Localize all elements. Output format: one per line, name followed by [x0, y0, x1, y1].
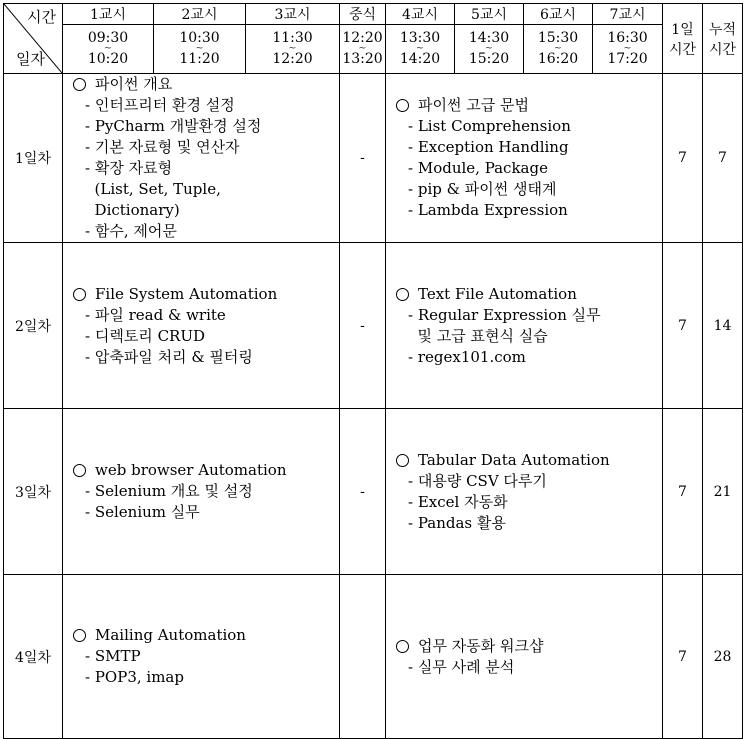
topic-label: File System Automation [95, 284, 278, 303]
list-item: - 실무 사례 분석 [408, 657, 515, 676]
cumulative-hours-value: 28 [703, 575, 743, 739]
topic-label: web browser Automation [95, 461, 287, 479]
list-item: - pip & 파이썬 생태계 [408, 180, 557, 198]
schedule-table [3, 3, 743, 739]
list-item: - Selenium 실무 [85, 503, 200, 521]
list-item: - 인터프리터 환경 설정 [85, 96, 235, 114]
lunch-cell: - [340, 74, 386, 243]
session-topic [69, 74, 339, 95]
tilde: ~ [623, 43, 632, 54]
period-end: 12:20 [272, 51, 313, 67]
period-start: 16:30 [607, 30, 648, 46]
list-item: - Regular Expression 실무 [408, 305, 601, 324]
period-start: 15:30 [537, 30, 579, 46]
list-item: - Lambda Expression [408, 201, 568, 219]
list-item: - 확장 자료형 [85, 159, 173, 177]
period-time [246, 25, 340, 74]
period-name: 6교시 [524, 4, 593, 25]
tilde: ~ [484, 43, 494, 54]
tilde: ~ [288, 43, 297, 54]
period-name: 4교시 [386, 4, 455, 25]
tilde: ~ [195, 43, 204, 54]
afternoon-session [386, 74, 663, 243]
daily-hours-label: 1일 시간 [668, 21, 697, 58]
circle-bullet-icon [73, 288, 86, 301]
session-topic [392, 636, 662, 657]
table-row [4, 575, 743, 739]
period-end: 17:20 [607, 51, 648, 67]
lunch-cell: - [340, 243, 386, 409]
afternoon-session [386, 409, 663, 575]
list-item: - 기본 자료형 및 연산자 [85, 138, 240, 156]
day-label: 2일차 [4, 243, 63, 409]
list-item: - POP3, imap [85, 668, 184, 686]
topic-label: 파이썬 개요 [95, 75, 173, 93]
list-item: - Selenium 개요 및 설정 [85, 482, 253, 500]
list-item: - Module, Package [408, 159, 548, 177]
period-name: 1교시 [63, 4, 154, 25]
cumulative-hours-value: 7 [703, 74, 743, 243]
topic-label: Text File Automation [418, 284, 577, 303]
period-time [154, 25, 246, 74]
tilde: ~ [103, 43, 113, 54]
list-item: - Pandas 활용 [408, 513, 506, 532]
list-item: 및 고급 표현식 실습 [408, 326, 548, 345]
period-end: 15:20 [468, 51, 510, 67]
topic-label: 업무 자동화 워크샵 [418, 636, 544, 655]
list-item: - Excel 자동화 [408, 492, 508, 511]
topic-label: Mailing Automation [95, 626, 246, 644]
cumulative-hours-header [703, 4, 743, 74]
period-end: 13:20 [342, 51, 383, 67]
period-end: 11:20 [179, 51, 220, 67]
period-time [340, 25, 386, 74]
list-item: - regex101.com [408, 347, 526, 366]
period-start: 12:20 [342, 30, 383, 46]
circle-bullet-icon [73, 78, 86, 91]
period-end: 16:20 [537, 51, 579, 67]
day-label: 1일차 [4, 74, 63, 243]
session-topic [392, 450, 662, 471]
period-end: 14:20 [399, 51, 441, 67]
session-topic [69, 284, 339, 305]
morning-session [63, 243, 340, 409]
session-topic [392, 95, 662, 116]
daily-hours-value: 7 [663, 74, 703, 243]
table-row [4, 74, 743, 243]
list-item: - SMTP [85, 647, 141, 665]
daily-hours-value: 7 [663, 575, 703, 739]
daily-hours-header [663, 4, 703, 74]
period-start: 13:30 [399, 30, 441, 46]
circle-bullet-icon [73, 629, 86, 642]
list-item: - 디렉토리 CRUD [85, 326, 206, 345]
list-item: - 압축파일 처리 & 필터링 [85, 347, 253, 366]
morning-session [63, 409, 340, 575]
cumulative-hours-value: 14 [703, 243, 743, 409]
session-topic [69, 625, 339, 646]
morning-session [63, 575, 340, 739]
day-label: 3일차 [4, 409, 63, 575]
cumulative-hours-label: 누적 시간 [708, 21, 737, 58]
list-item: - PyCharm 개발환경 설정 [85, 117, 262, 135]
topic-label: 파이썬 고급 문법 [418, 96, 529, 114]
afternoon-session [386, 575, 663, 739]
list-item: (List, Set, Tuple, [85, 180, 221, 198]
session-topic [392, 284, 662, 305]
period-name: 중식 [340, 4, 386, 25]
list-item: - List Comprehension [408, 117, 571, 135]
period-time [63, 25, 154, 74]
circle-bullet-icon [396, 288, 409, 301]
corner-day-label: 일자 [16, 50, 45, 68]
circle-bullet-icon [396, 454, 409, 467]
period-time [524, 25, 593, 74]
period-start: 09:30 [87, 30, 129, 46]
corner-time-label: 시간 [27, 8, 56, 26]
lunch-cell [340, 575, 386, 739]
period-name: 5교시 [455, 4, 524, 25]
header-corner-cell [4, 4, 63, 74]
circle-bullet-icon [396, 640, 409, 653]
list-item: - Exception Handling [408, 138, 569, 156]
list-item: - 파일 read & write [85, 305, 226, 324]
period-time [455, 25, 524, 74]
period-start: 14:30 [468, 30, 510, 46]
period-time [593, 25, 663, 74]
period-end: 10:20 [87, 51, 129, 67]
day-label: 4일차 [4, 575, 63, 739]
list-item: - 함수, 제어문 [85, 222, 177, 240]
period-name: 7교시 [593, 4, 663, 25]
list-item: Dictionary) [85, 201, 180, 219]
daily-hours-value: 7 [663, 409, 703, 575]
morning-session [63, 74, 340, 243]
daily-hours-value: 7 [663, 243, 703, 409]
period-start: 11:30 [272, 30, 313, 46]
tilde: ~ [358, 43, 367, 54]
circle-bullet-icon [73, 464, 86, 477]
period-start: 10:30 [179, 30, 220, 46]
period-name: 3교시 [246, 4, 340, 25]
period-time [386, 25, 455, 74]
afternoon-session [386, 243, 663, 409]
topic-label: Tabular Data Automation [418, 450, 610, 469]
table-row [4, 243, 743, 409]
session-topic [69, 460, 339, 481]
tilde: ~ [415, 43, 425, 54]
circle-bullet-icon [396, 99, 409, 112]
period-name: 2교시 [154, 4, 246, 25]
tilde: ~ [553, 43, 563, 54]
cumulative-hours-value: 21 [703, 409, 743, 575]
lunch-cell: - [340, 409, 386, 575]
list-item: - 대용량 CSV 다루기 [408, 471, 547, 490]
table-row [4, 409, 743, 575]
